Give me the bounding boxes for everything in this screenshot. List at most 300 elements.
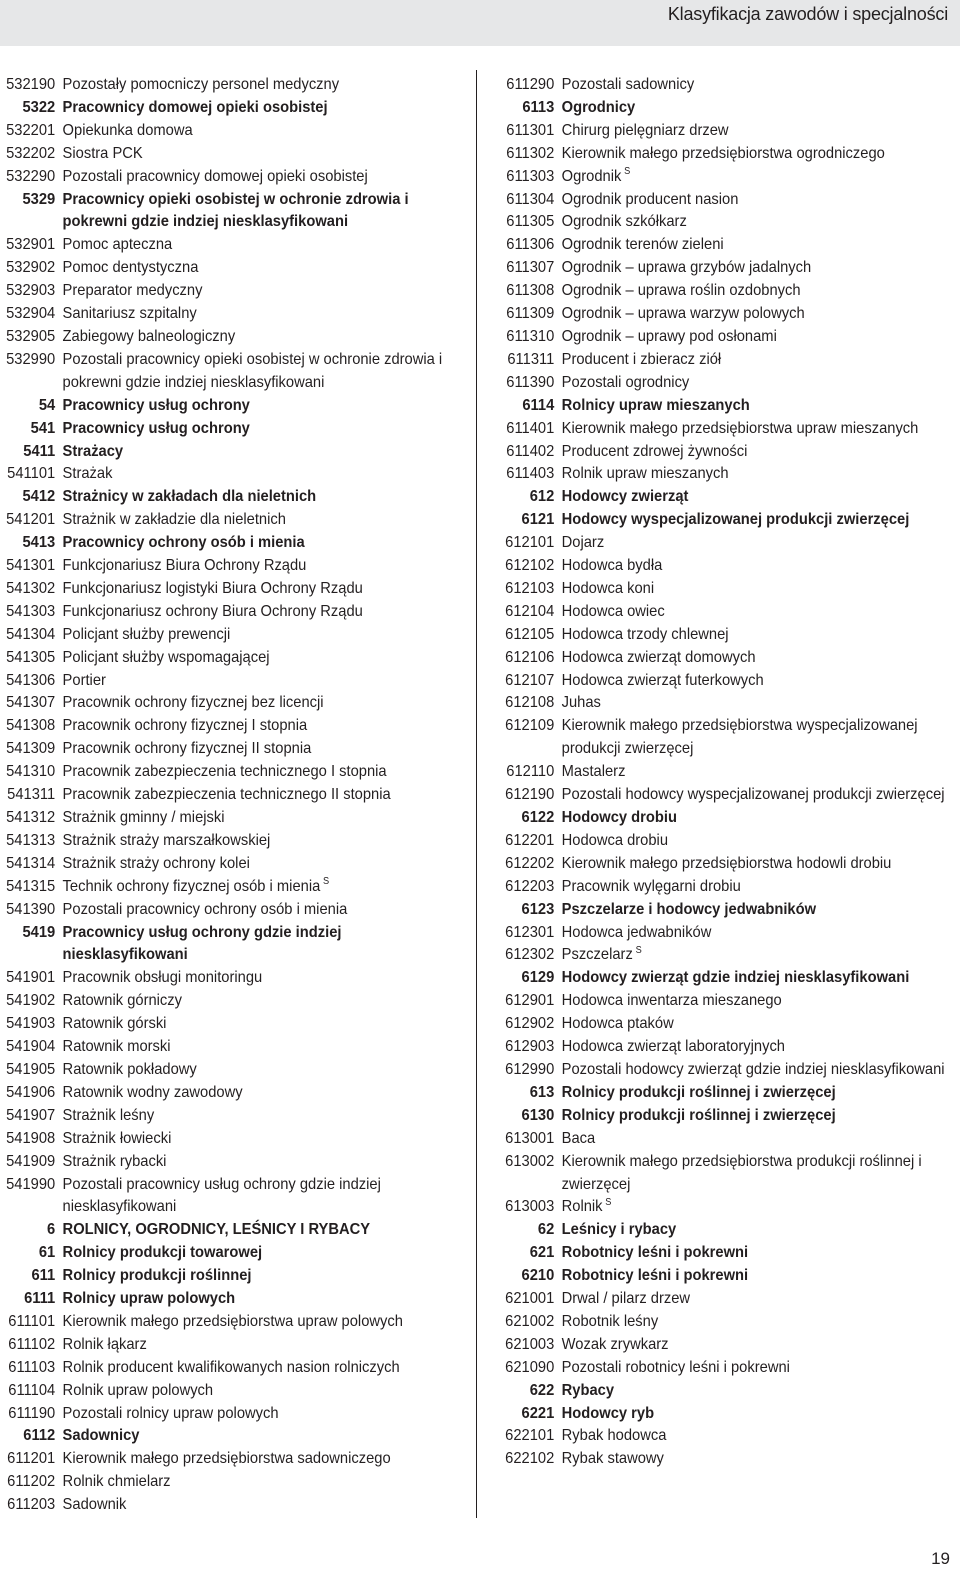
classification-entry (0, 967, 470, 990)
entry-code: 541313 (6, 831, 56, 849)
classification-entry (500, 876, 960, 899)
entry-label (562, 784, 960, 807)
entry-label-text: Rolnik (561, 1198, 603, 1216)
entry-label-text: Pozostali pracownicy usług ochrony gdzie indziej niesklasyfikowani (62, 1175, 381, 1216)
classification-entry (500, 1082, 960, 1105)
entry-code: 541306 (6, 671, 56, 689)
classification-entry (0, 532, 470, 555)
classification-entry (0, 1494, 470, 1517)
entry-code: 611 (31, 1267, 56, 1285)
entry-code: 62 (537, 1221, 555, 1239)
entry-label (562, 624, 960, 647)
entry-label (63, 1471, 470, 1494)
entry-code: 612102 (505, 557, 555, 575)
entry-code: 612901 (505, 992, 555, 1010)
entry-label-text: Kierownik małego przedsiębiorstwa upraw polowych (62, 1312, 403, 1330)
entry-label (63, 784, 470, 807)
entry-label (562, 876, 960, 899)
classification-entry (500, 1288, 960, 1311)
classification-entry (500, 1219, 960, 1242)
entry-label-text: Rolnik łąkarz (62, 1335, 147, 1353)
entry-label-text: Funkcjonariusz ochrony Biura Ochrony Rządu (62, 602, 363, 620)
entry-label-text: Hodowca bydła (561, 557, 663, 575)
entry-label-text: Ogrodnik – uprawy pod osłonami (561, 327, 777, 345)
entry-label (63, 280, 470, 303)
entry-label (63, 990, 470, 1013)
right-column (500, 74, 960, 1471)
classification-entry (500, 1403, 960, 1426)
entry-label-text: Producent zdrowej żywności (561, 442, 748, 460)
entry-label-text: Hodowcy ryb (561, 1404, 655, 1422)
entry-code: 5419 (22, 923, 56, 941)
entry-code: 612301 (505, 923, 555, 941)
entry-code: 612990 (505, 1060, 555, 1078)
entry-label-text: Ratownik morski (62, 1038, 171, 1056)
entry-label-text: Robotnik leśny (561, 1312, 659, 1330)
classification-entry (500, 486, 960, 509)
entry-label (562, 1448, 960, 1471)
entry-label (562, 990, 960, 1013)
entry-code: 541390 (6, 900, 56, 918)
entry-label (63, 395, 470, 418)
entry-label (562, 303, 960, 326)
classification-entry (500, 1036, 960, 1059)
entry-label (562, 944, 960, 967)
entry-code: 611202 (7, 1473, 56, 1491)
entry-label-text: Kierownik małego przedsiębiorstwa ogrodniczego (561, 144, 885, 162)
entry-label (562, 555, 960, 578)
entry-code: 612104 (505, 602, 555, 620)
entry-label (63, 257, 470, 280)
entry-label (63, 1448, 470, 1471)
entry-code: 613001 (505, 1129, 555, 1147)
entry-label-text: Pracownicy opieki osobistej w ochronie zdrowia i pokrewni gdzie indziej niesklasyfikowani (62, 190, 409, 231)
entry-code: 532990 (6, 350, 56, 368)
entry-code: 611301 (506, 121, 555, 139)
entry-label (562, 647, 960, 670)
entry-code: 541305 (6, 648, 56, 666)
classification-entry (500, 97, 960, 120)
column-divider (476, 70, 477, 1518)
entry-code: 532202 (6, 144, 56, 162)
entry-label-text: Rolnicy produkcji roślinnej i zwierzęcej (561, 1083, 836, 1101)
entry-label-text: Pracownicy usług ochrony (62, 419, 250, 437)
page-number: 19 (931, 1549, 950, 1568)
classification-entry (500, 463, 960, 486)
entry-label-text: Strażnik rybacki (62, 1152, 167, 1170)
entry-label-text: Rolnicy produkcji roślinnej i zwierzęcej (561, 1106, 836, 1124)
entry-label (63, 670, 470, 693)
classification-entry (0, 1334, 470, 1357)
classification-entry (0, 280, 470, 303)
entry-label-text: Pomoc apteczna (62, 236, 173, 254)
entry-code: 61 (38, 1244, 56, 1262)
classification-entry (0, 74, 470, 97)
entry-label-text: Pozostali pracownicy ochrony osób i mienia (62, 900, 348, 918)
entry-label-text: Dojarz (561, 534, 605, 552)
entry-code: 532201 (6, 121, 56, 139)
entry-code: 613002 (505, 1152, 555, 1170)
classification-entry (500, 234, 960, 257)
entry-label (63, 143, 470, 166)
classification-entry (0, 692, 470, 715)
entry-code: 612101 (505, 534, 555, 552)
classification-entry (500, 395, 960, 418)
entry-code: 611310 (506, 327, 555, 345)
entry-label-text: ROLNICY, OGRODNICY, LEŚNICY I RYBACY (62, 1221, 371, 1239)
classification-entry (0, 1380, 470, 1403)
classification-entry (500, 853, 960, 876)
entry-label-text: Hodowcy zwierząt gdzie indziej niesklasyfikowani (561, 969, 910, 987)
classification-entry (0, 807, 470, 830)
entry-label-text: Ogrodnik terenów zieleni (561, 236, 724, 254)
entry-label (562, 1425, 960, 1448)
entry-label-text: Drwal / pilarz drzew (561, 1290, 691, 1308)
entry-code: 611311 (507, 350, 555, 368)
entry-label (562, 1311, 960, 1334)
entry-label-text: Hodowcy zwierząt (561, 488, 689, 506)
classification-entry (0, 441, 470, 464)
entry-label-text: Juhas (561, 694, 601, 712)
entry-label-text: Kierownik małego przedsiębiorstwa hodowli drobiu (561, 854, 892, 872)
entry-code: 612107 (505, 671, 555, 689)
classification-entry (0, 1105, 470, 1128)
entry-code: 622102 (505, 1450, 555, 1468)
entry-label-text: Pracownik ochrony fizycznej I stopnia (62, 717, 308, 735)
entry-label-text: Producent i zbieracz ziół (561, 350, 722, 368)
entry-label (63, 97, 470, 120)
entry-label-text: Zabiegowy balneologiczny (62, 327, 236, 345)
classification-entry (500, 1334, 960, 1357)
classification-entry (500, 166, 960, 189)
classification-entry (0, 1265, 470, 1288)
entry-code: 611304 (506, 190, 555, 208)
entry-label (63, 761, 470, 784)
entry-label-text: Pracownik ochrony fizycznej II stopnia (62, 740, 312, 758)
entry-label-text: Strażak (62, 465, 113, 483)
entry-label (562, 234, 960, 257)
entry-label-text: Strażnik straży marszałkowskiej (62, 831, 271, 849)
classification-entry (500, 349, 960, 372)
entry-label-text: Rolnik producent kwalifikowanych nasion rolniczych (62, 1358, 400, 1376)
classification-entry (500, 143, 960, 166)
classification-entry (0, 303, 470, 326)
entry-label (562, 189, 960, 212)
classification-entry (0, 1311, 470, 1334)
entry-label-text: Pracownicy ochrony osób i mienia (62, 534, 305, 552)
entry-label (63, 1036, 470, 1059)
entry-label-text: Pszczelarze i hodowcy jedwabników (561, 900, 817, 918)
entry-label-text: Ratownik górski (62, 1015, 167, 1033)
specialty-marker: S (605, 1197, 612, 1209)
entry-label (63, 418, 470, 441)
entry-code: 541908 (6, 1129, 56, 1147)
entry-label (63, 1082, 470, 1105)
entry-code: 612105 (505, 625, 555, 643)
classification-entry (500, 1311, 960, 1334)
entry-label (63, 441, 470, 464)
entry-code: 611402 (506, 442, 555, 460)
classification-entry (0, 486, 470, 509)
entry-label (562, 1151, 960, 1197)
entry-label-text: Hodowca trzody chlewnej (561, 625, 729, 643)
entry-code: 541307 (6, 694, 56, 712)
classification-entry (500, 257, 960, 280)
entry-code: 612 (529, 488, 555, 506)
entry-label (562, 715, 960, 761)
entry-code: 621 (529, 1244, 555, 1262)
entry-label (63, 120, 470, 143)
entry-code: 611302 (506, 144, 555, 162)
entry-label-text: Pozostali ogrodnicy (561, 373, 690, 391)
left-column (0, 74, 470, 1517)
entry-code: 612110 (506, 763, 555, 781)
entry-label-text: Ogrodnik (561, 167, 622, 185)
entry-label-text: Pomoc dentystyczna (62, 259, 199, 277)
entry-label-text: Pracownik zabezpieczenia technicznego I stopnia (62, 763, 387, 781)
entry-code: 532904 (6, 305, 56, 323)
entry-label (63, 1105, 470, 1128)
entry-label (63, 830, 470, 853)
entry-code: 541902 (6, 992, 56, 1010)
classification-entry (0, 624, 470, 647)
classification-entry (500, 509, 960, 532)
entry-label-text: Pozostali sadownicy (561, 76, 695, 93)
entry-label (562, 509, 960, 532)
classification-entry (0, 326, 470, 349)
entry-label (562, 280, 960, 303)
entry-label-text: Policjant służby prewencji (62, 625, 231, 643)
entry-code: 612201 (505, 831, 555, 849)
entry-label-text: Ogrodnik – uprawa warzyw polowych (561, 305, 805, 323)
entry-label-text: Pozostały pomocniczy personel medyczny (62, 76, 340, 93)
entry-code: 612103 (505, 579, 555, 597)
entry-label (562, 899, 960, 922)
entry-label (63, 1425, 470, 1448)
entry-code: 611309 (506, 305, 555, 323)
entry-label-text: Rolnik upraw mieszanych (561, 465, 729, 483)
entry-code: 611104 (8, 1381, 56, 1399)
entry-code: 612202 (505, 854, 555, 872)
entry-label-text: Hodowca zwierząt laboratoryjnych (561, 1038, 785, 1056)
entry-label (63, 876, 470, 899)
classification-entry (500, 1105, 960, 1128)
classification-entry (0, 1013, 470, 1036)
classification-entry (500, 1196, 960, 1219)
entry-label (562, 1059, 960, 1082)
classification-entry (500, 1242, 960, 1265)
entry-label-text: Mastalerz (561, 763, 626, 781)
entry-code: 611201 (7, 1450, 56, 1468)
entry-label-text: Ogrodnik szkółkarz (561, 213, 687, 231)
entry-label-text: Pszczelarz (561, 946, 633, 964)
classification-entry (0, 578, 470, 601)
entry-code: 6111 (24, 1290, 56, 1308)
entry-label-text: Ratownik pokładowy (62, 1060, 197, 1078)
classification-entry (500, 303, 960, 326)
entry-label (562, 1196, 960, 1219)
entry-label-text: Pozostali hodowcy zwierząt gdzie indziej niesklasyfikowani (561, 1060, 945, 1078)
entry-code: 612302 (505, 946, 555, 964)
classification-entry (500, 1265, 960, 1288)
entry-label (63, 1265, 470, 1288)
entry-label (63, 967, 470, 990)
classification-entry (0, 1128, 470, 1151)
entry-label (63, 74, 470, 97)
entry-label (63, 532, 470, 555)
entry-code: 612109 (505, 717, 555, 735)
entry-label-text: Sadownicy (62, 1427, 140, 1445)
entry-label (63, 326, 470, 349)
entry-code: 611306 (506, 236, 555, 254)
entry-label (562, 441, 960, 464)
entry-label-text: Kierownik małego przedsiębiorstwa upraw mieszanych (561, 419, 919, 437)
entry-code: 612203 (505, 877, 555, 895)
entry-label (63, 463, 470, 486)
entry-code: 541907 (6, 1106, 56, 1124)
entry-label (562, 1036, 960, 1059)
entry-code: 541309 (6, 740, 56, 758)
entry-label-text: Ogrodnik – uprawa roślin ozdobnych (561, 282, 801, 300)
classification-entry (500, 944, 960, 967)
entry-label-text: Hodowcy wyspecjalizowanej produkcji zwierzęcej (561, 511, 910, 529)
classification-entry (500, 1013, 960, 1036)
entry-code: 541101 (7, 465, 56, 483)
entry-code: 621090 (505, 1358, 555, 1376)
entry-label (562, 74, 960, 97)
entry-code: 611103 (8, 1358, 56, 1376)
entry-label-text: Rolnicy upraw polowych (62, 1290, 236, 1308)
classification-entry (0, 463, 470, 486)
entry-label (562, 143, 960, 166)
entry-code: 532190 (6, 76, 56, 93)
entry-label (63, 738, 470, 761)
classification-entry (0, 922, 470, 968)
entry-label-text: Funkcjonariusz Biura Ochrony Rządu (62, 557, 307, 575)
classification-entry (500, 280, 960, 303)
classification-entry (500, 922, 960, 945)
entry-label-text: Rolnicy upraw mieszanych (561, 396, 750, 414)
entry-label-text: Rybak hodowca (561, 1427, 667, 1445)
entry-label-text: Pracownicy usług ochrony gdzie indziej niesklasyfikowani (62, 923, 342, 964)
classification-entry (500, 120, 960, 143)
classification-entry (0, 1242, 470, 1265)
classification-entry (500, 715, 960, 761)
entry-label-text: Robotnicy leśni i pokrewni (561, 1267, 749, 1285)
classification-entry (500, 1059, 960, 1082)
entry-code: 541302 (6, 579, 56, 597)
entry-label (562, 967, 960, 990)
classification-entry (0, 647, 470, 670)
entry-code: 6130 (521, 1106, 555, 1124)
page-header-title: Klasyfikacja zawodów i specjalności (667, 4, 948, 24)
classification-entry (500, 624, 960, 647)
classification-entry (500, 1380, 960, 1403)
entry-code: 54 (38, 396, 56, 414)
entry-code: 611190 (8, 1404, 56, 1422)
entry-label-text: Kierownik małego przedsiębiorstwa sadowniczego (62, 1450, 391, 1468)
entry-code: 6114 (522, 396, 555, 414)
entry-label-text: Pozostali rolnicy upraw polowych (62, 1404, 279, 1422)
entry-label-text: Strażnicy w zakładach dla nieletnich (62, 488, 317, 506)
entry-label (63, 303, 470, 326)
classification-entry (0, 1219, 470, 1242)
entry-label (63, 1174, 470, 1220)
specialty-marker: S (323, 876, 330, 888)
entry-label-text: Rolnik chmielarz (62, 1473, 171, 1491)
classification-entry (0, 601, 470, 624)
classification-entry (0, 166, 470, 189)
classification-entry (500, 441, 960, 464)
classification-entry (0, 830, 470, 853)
entry-code: 611102 (8, 1335, 56, 1353)
classification-entry (0, 1151, 470, 1174)
entry-label-text: Chirurg pielęgniarz drzew (561, 121, 729, 139)
entry-code: 5411 (23, 442, 56, 460)
classification-entry (500, 670, 960, 693)
classification-entry (0, 899, 470, 922)
classification-entry (0, 120, 470, 143)
entry-label (63, 1288, 470, 1311)
classification-entry (500, 967, 960, 990)
entry-code: 6210 (521, 1267, 555, 1285)
entry-code: 541909 (6, 1152, 56, 1170)
entry-label-text: Hodowca koni (561, 579, 655, 597)
entry-label (562, 761, 960, 784)
classification-entry (0, 1059, 470, 1082)
classification-entry (500, 692, 960, 715)
entry-label (562, 1013, 960, 1036)
classification-entry (500, 830, 960, 853)
entry-label (562, 830, 960, 853)
entry-label (562, 1357, 960, 1380)
classification-entry (0, 395, 470, 418)
entry-code: 541906 (6, 1083, 56, 1101)
entry-code: 6123 (521, 900, 555, 918)
entry-label (562, 1128, 960, 1151)
entry-code: 541904 (6, 1038, 56, 1056)
entry-label (63, 1334, 470, 1357)
entry-label-text: Ogrodnik – uprawa grzybów jadalnych (561, 259, 812, 277)
classification-entry (0, 1174, 470, 1220)
entry-code: 5413 (22, 534, 56, 552)
classification-entry (500, 899, 960, 922)
entry-code: 613003 (505, 1198, 555, 1216)
entry-label (63, 1219, 470, 1242)
entry-label (562, 1380, 960, 1403)
entry-code: 541905 (6, 1060, 56, 1078)
entry-label-text: Pracownicy usług ochrony (62, 396, 250, 414)
entry-code: 6112 (23, 1427, 56, 1445)
entry-label (63, 624, 470, 647)
entry-label (562, 1082, 960, 1105)
entry-label (63, 555, 470, 578)
entry-label-text: Rolnik upraw polowych (62, 1381, 214, 1399)
classification-entry (0, 1448, 470, 1471)
entry-code: 622 (529, 1381, 555, 1399)
entry-label (562, 578, 960, 601)
entry-code: 611390 (506, 373, 555, 391)
entry-code: 5412 (22, 488, 56, 506)
entry-label (562, 372, 960, 395)
classification-entry (0, 143, 470, 166)
entry-code: 6 (47, 1221, 56, 1239)
classification-entry (0, 189, 470, 235)
classification-entry (500, 578, 960, 601)
entry-code: 532903 (6, 282, 56, 300)
entry-label-text: Sadownik (62, 1496, 127, 1514)
entry-label-text: Strażacy (62, 442, 124, 460)
